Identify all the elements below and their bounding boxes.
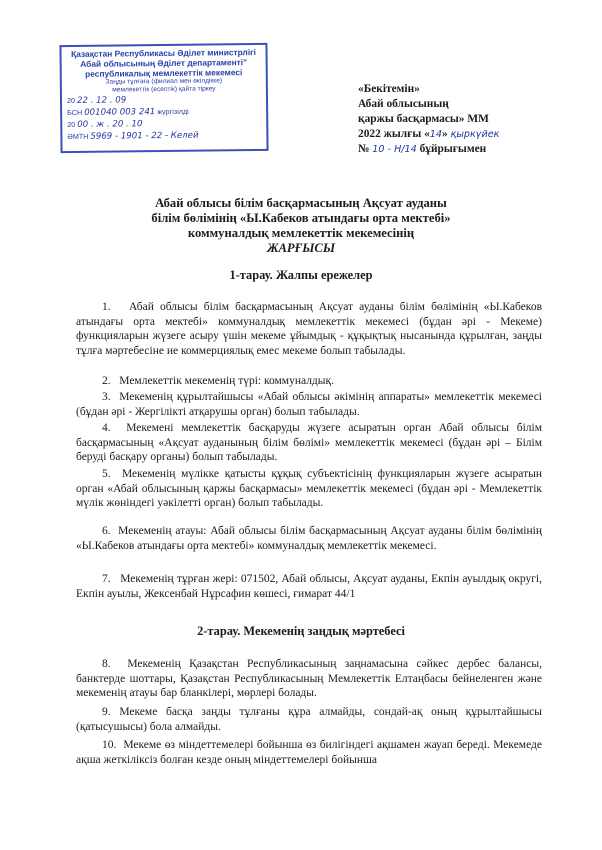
paragraph-text: Мекемені мемлекеттік басқаруды жүзеге асыратын орган Абай облысы білім басқармасының «Ақсуат ауданының білім бөлімі» мемлекеттік мекемесі (бұдан әрі – Білім беруді басқару органы) болып табылады. xyxy=(76,422,543,464)
stamp-omtn-row xyxy=(67,129,261,143)
approval-date-prefix: 2022 жылғы « xyxy=(358,128,430,140)
paragraph-text: Мекеме басқа заңды тұлғаны құра алмайды, сондай-ақ оның құрылтайшысы (қатысушысы) бола алмайды. xyxy=(76,706,543,733)
paragraph-text: Абай облысы білім басқармасының Ақсуат ауданы білім бөлімінің «Ы.Кабеков атындағы орта мектебі» коммуналдық мемлекеттік мекемесі (бұдан әрі - Мекеме) функцияларын жүзеге асыру үшін мекеме ұйымдық - құқықтық нысанында құрылған, заңды тұлға мәртебесіне ие коммерциялық емес мекеме болып табылады. xyxy=(76,301,542,357)
paragraph-text: Мемлекеттік мекеменің түрі: коммуналдық. xyxy=(119,375,334,387)
approval-order-prefix: № xyxy=(358,143,373,155)
stamp-date-value: 22 . 12 . 09 xyxy=(76,95,127,106)
paragraph-3 xyxy=(76,390,542,419)
approval-line: қаржы басқармасы» ММ xyxy=(358,113,489,125)
paragraph-text: Мекеменің тұрған жері: 071502, Абай облысы, Ақсуат ауданы, Екпін ауылдық округі, Екпін ауылы, Жексенбай Нұрсафин көшесі, ғимарат 44/1 xyxy=(76,573,542,600)
section-heading: 2-тарау. Мекеменің заңдық мәртебесі xyxy=(197,624,405,638)
paragraph-number: 3. xyxy=(102,391,111,403)
paragraph-7 xyxy=(76,572,542,601)
paragraph-1 xyxy=(76,300,542,358)
stamp-line: мемлекеттік (есептік) қайта тіркеу xyxy=(112,85,216,94)
stamp-bsn-value: 001040 003 241 xyxy=(84,107,156,118)
approval-order-suffix: бұйрығымен xyxy=(416,143,487,155)
approval-date-line xyxy=(358,127,588,142)
approval-month: қыркүйек xyxy=(450,129,500,140)
approval-order-number: 10 - Н/14 xyxy=(372,144,417,155)
stamp-omtn-value: 5969 - 1901 - 22 - Келей xyxy=(90,130,199,142)
paragraph-4 xyxy=(76,421,542,465)
paragraph-text: Мекеменің атауы: Абай облысы білім басқармасының Ақсуат ауданы білім бөлімінің «Ы.Кабеков атындағы орта мектебі» коммуналдық мемлекеттік мекемесі. xyxy=(76,525,542,552)
registration-stamp xyxy=(59,43,268,153)
paragraph-10 xyxy=(76,738,542,767)
section-heading: 1-тарау. Жалпы ережелер xyxy=(229,268,373,282)
stamp-line: Абай облысының Әділет департаменті" xyxy=(80,57,248,69)
stamp-bsn-label: БСН xyxy=(67,107,83,118)
paragraph-text: Мекеменің құрылтайшысы «Абай облысы әкімінің аппараты» мемлекеттік мекемесі (бұдан әрі - Жергілікті атқарушы орган) болып табылады. xyxy=(76,391,542,418)
approval-order-line xyxy=(358,142,588,157)
paragraph-number: 4. xyxy=(102,422,111,434)
paragraph-number: 6. xyxy=(102,525,111,537)
approval-line: Абай облысының xyxy=(358,98,449,110)
title-line: Абай облысы білім басқармасының Ақсуат ауданы xyxy=(155,196,447,210)
paragraph-9 xyxy=(76,705,542,734)
stamp-year-prefix: 20 xyxy=(66,95,76,106)
approval-line: «Бекітемін» xyxy=(358,83,420,95)
paragraph-number: 8. xyxy=(102,658,111,670)
stamp-line: Қазақстан Республикасы Әділет министрлігі xyxy=(71,47,257,59)
stamp-bsn-suffix: жүргізілді xyxy=(157,106,189,117)
approval-date-mid: » xyxy=(442,128,451,140)
stamp-line: Заңды тұлғаға (филиал мен өкілдікке) xyxy=(105,77,223,86)
title-line: коммуналдық мемлекеттік мекемесінің xyxy=(187,226,415,240)
approval-day: 14 xyxy=(429,129,442,140)
paragraph-2 xyxy=(76,374,542,389)
paragraph-number: 9. xyxy=(102,706,111,718)
paragraph-text: Мекеменің Қазақстан Республикасының заңнамасына сәйкес дербес балансы, банктерде шоттары, Қазақстан Республикасының Мемлекеттік Елтаңбасы бейнеленген және мекеменің атауы бар бланкілері, мөрлері болады. xyxy=(76,658,543,700)
stamp-line: республикалық мемлекеттік мекемесі xyxy=(85,67,243,79)
paragraph-text: Мекеменің мүлікке қатысты құқық субъектісінің функцияларын жүзеге асыратын орган «Абай облысының қаржы басқармасы» мемлекеттік мекемесі (бұдан әрі - Мемлекеттік мүлік жөніндегі уәкілетті орган) болып табылады. xyxy=(76,468,542,510)
paragraph-8 xyxy=(76,657,542,701)
paragraph-text: Мекеме өз міндеттемелері бойынша өз билігіндегі ақшамен жауап береді. Мекемеде ақша жеткіліксіз болған кезде оның міндеттемелері бойынша xyxy=(76,739,542,766)
stamp-year-prefix: 20 xyxy=(67,119,76,130)
stamp-row3-value: 00 . ж . 20 . 10 xyxy=(77,119,143,130)
paragraph-number: 7. xyxy=(102,573,111,585)
paragraph-number: 2. xyxy=(102,375,111,387)
stamp-omtn-label: ӘМТН xyxy=(67,131,89,142)
paragraph-5 xyxy=(76,467,542,511)
title-line: ЖАРҒЫСЫ xyxy=(266,241,336,255)
paragraph-number: 5. xyxy=(102,468,111,480)
approval-block xyxy=(358,82,588,157)
paragraph-number: 10. xyxy=(102,739,117,751)
title-line: білім бөлімінің «Ы.Кабеков атындағы орта мектебі» xyxy=(151,211,451,225)
paragraph-6 xyxy=(76,524,542,553)
document-title xyxy=(60,196,542,256)
paragraph-number: 1. xyxy=(102,301,111,313)
